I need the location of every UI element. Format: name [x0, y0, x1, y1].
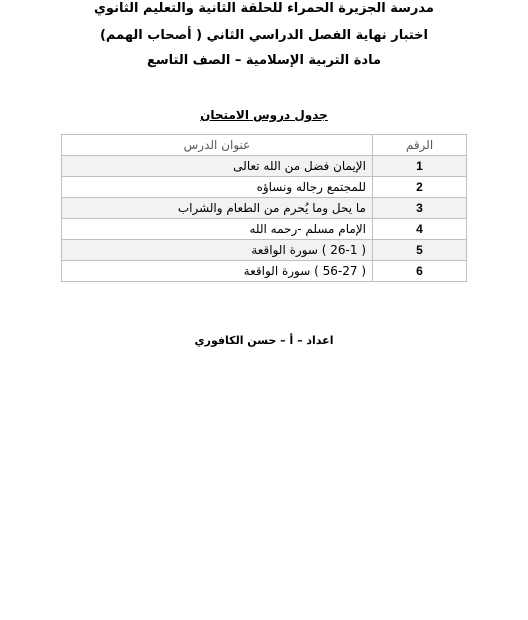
lesson-number: 1: [373, 156, 467, 177]
lesson-title: الإيمان فضل من الله تعالى: [62, 156, 373, 177]
lesson-title: ( 56-27 ) سورة الواقعة: [62, 261, 373, 282]
lesson-title: الإمام مسلم -رحمه الله: [62, 219, 373, 240]
lesson-title: ( 26-1 ) سورة الواقعة: [62, 240, 373, 261]
table-title: جدول دروس الامتحان: [200, 108, 328, 122]
school-name: مدرسة الجزيرة الحمراء للحلقة الثانية والتعليم الثانوي: [94, 1, 434, 16]
lessons-table: [61, 134, 467, 282]
exam-title: اختبار نهاية الفصل الدراسي الثاني ( أصحاب الهمم): [99, 28, 429, 43]
lesson-number: 5: [373, 240, 467, 261]
lesson-number: 4: [373, 219, 467, 240]
table-row: [62, 261, 467, 282]
table-header-row: [62, 135, 467, 156]
lesson-title: للمجتمع رجاله ونساؤه: [62, 177, 373, 198]
subject-title: مادة التربية الإسلامية – الصف التاسع: [146, 53, 382, 68]
table-row: [62, 156, 467, 177]
header-lesson-title: عنوان الدرس: [62, 135, 373, 156]
lesson-title: ما يحل وما يُحرم من الطعام والشراب: [62, 198, 373, 219]
table-row: [62, 240, 467, 261]
lesson-number: 2: [373, 177, 467, 198]
header-number: الرقم: [373, 135, 467, 156]
lesson-number: 6: [373, 261, 467, 282]
table-row: [62, 198, 467, 219]
table-row: [62, 219, 467, 240]
lesson-number: 3: [373, 198, 467, 219]
author-credit: اعداد – أ – حسن الكافوري: [194, 334, 334, 347]
table-row: [62, 177, 467, 198]
